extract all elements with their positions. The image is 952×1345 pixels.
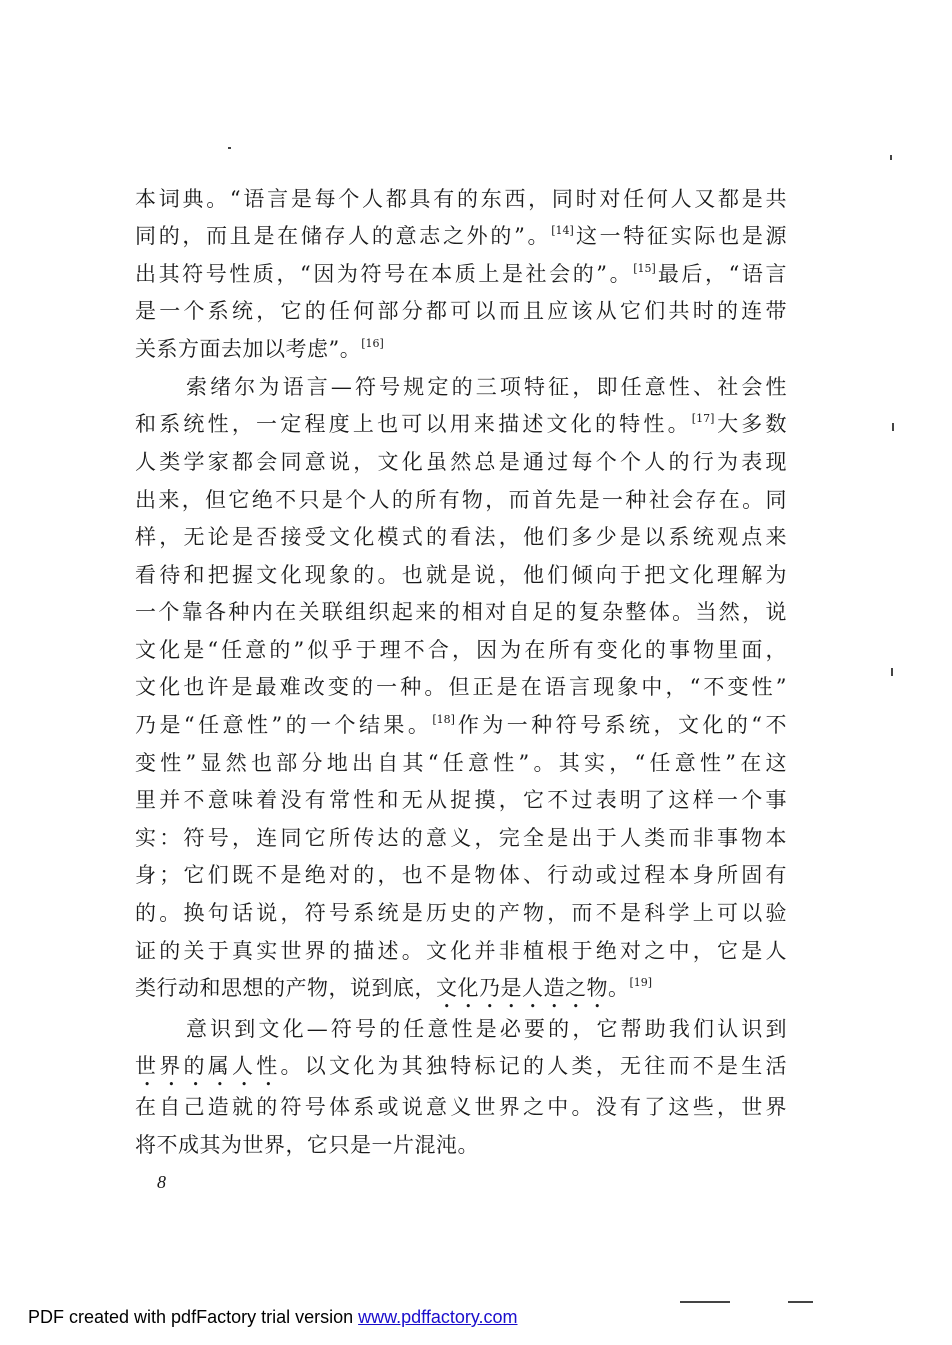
scan-speck xyxy=(892,423,894,431)
footnote-ref: [19] xyxy=(629,976,653,989)
text-line: 将不成其为世界，它只是一片混沌。 xyxy=(135,1133,479,1157)
footnote-ref: [14] xyxy=(551,224,574,237)
page-number: 8 xyxy=(157,1172,166,1192)
footnote-ref: [17] xyxy=(691,412,715,425)
text-line: 同的，而且是在储存人的意志之外的”。[14]这一特征实际也是源 xyxy=(135,224,788,248)
emphasized-phrase: 文化乃是人造之物 xyxy=(436,976,608,1000)
scan-speck xyxy=(680,1301,730,1303)
scan-speck xyxy=(788,1301,813,1303)
text-line: 看待和把握文化现象的。也就是说，他们倾向于把文化理解为 xyxy=(135,563,787,587)
text-line: 文化是“任意的”似乎于理不合，因为在所有变化的事物里面， xyxy=(135,638,787,662)
pdffactory-link[interactable]: www.pdffactory.com xyxy=(358,1307,518,1327)
text-line: 本词典。“语言是每个人都具有的东西，同时对任何人又都是共 xyxy=(135,187,787,211)
text-line: 实：符号，连同它所传达的意义，完全是出于人类而非事物本 xyxy=(135,826,787,850)
text-line: 人类学家都会同意说，文化虽然总是通过每个个人的行为表现 xyxy=(135,450,787,474)
emphasized-phrase: 世界的属人性 xyxy=(135,1054,281,1078)
footnote-ref: [16] xyxy=(361,337,384,350)
scan-speck xyxy=(891,668,893,676)
footnote-ref: [15] xyxy=(633,262,656,275)
text-line: 出其符号性质，“因为符号在本质上是社会的”。[15]最后，“语言 xyxy=(135,262,787,286)
text-line: 索绪尔为语言—符号规定的三项特征，即任意性、社会性 xyxy=(186,375,787,399)
text-line: 样，无论是否接受文化模式的看法，他们多少是以系统观点来 xyxy=(135,525,787,549)
scan-speck xyxy=(890,155,892,160)
footnote-ref: [18] xyxy=(432,713,455,726)
text-line: 变性”显然也部分地出自其“任意性”。其实，“任意性”在这 xyxy=(135,751,787,775)
text-line: 出来，但它绝不只是个人的所有物，而首先是一种社会存在。同 xyxy=(135,488,787,512)
text-line: 关系方面去加以考虑”。[16] xyxy=(135,337,384,361)
text-line: 文化也许是最难改变的一种。但正是在语言现象中，“不变性” xyxy=(135,675,787,699)
text-line: 一个靠各种内在关联组织起来的相对自足的复杂整体。当然，说 xyxy=(135,600,787,624)
text-line: 里并不意味着没有常性和无从捉摸，它不过表明了这样一个事 xyxy=(135,788,787,812)
text-line: 乃是“任意性”的一个结果。[18]作为一种符号系统，文化的“不 xyxy=(135,713,787,737)
text-line: 证的关于真实世界的描述。文化并非植根于绝对之中，它是人 xyxy=(135,939,787,963)
text-line: 在自己造就的符号体系或说意义世界之中。没有了这些，世界 xyxy=(135,1095,787,1119)
text-line: 身；它们既不是绝对的，也不是物体、行动或过程本身所固有 xyxy=(135,863,787,887)
text-line: 的。换句话说，符号系统是历史的产物，而不是科学上可以验 xyxy=(135,901,787,925)
text-line: 类行动和思想的产物，说到底，文化乃是人造之物。[19] xyxy=(135,976,653,1000)
scan-speck xyxy=(228,147,231,149)
text-line: 和系统性，一定程度上也可以用来描述文化的特性。[17]大多数 xyxy=(135,412,787,436)
pdf-footer: PDF created with pdfFactory trial version www.pdffactory.com xyxy=(28,1307,518,1327)
text-line: 世界的属人性。以文化为其独特标记的人类，无往而不是生活 xyxy=(135,1054,787,1078)
text-line: 是一个系统，它的任何部分都可以而且应该从它们共时的连带 xyxy=(135,299,787,323)
text-line: 意识到文化—符号的任意性是必要的，它帮助我们认识到 xyxy=(186,1017,787,1041)
